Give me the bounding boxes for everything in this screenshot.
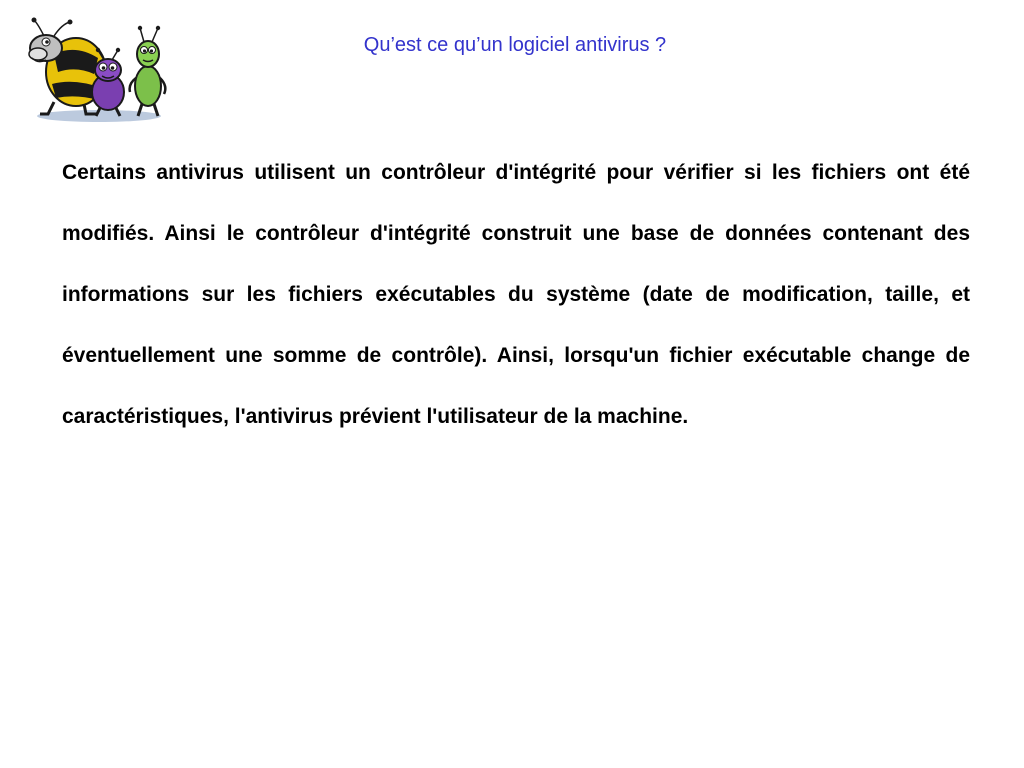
slide-body-text: Certains antivirus utilisent un contrôleur d'intégrité pour vérifier si les fichiers ont été modifiés. Ainsi le contrôleur d'intégrité construit une base de données contenant des informations sur les fichiers exécutables du système (date de modification, taille, et éventuellement une somme de contrôle). Ainsi, lorsqu'un fichier exécutable change de caractéristiques, l'antivirus prévient l'utilisateur de la machine.	[62, 161, 970, 428]
cartoon-bugs-icon	[24, 14, 174, 122]
slide-title: Qu’est ce qu’un logiciel antivirus ?	[363, 34, 667, 56]
